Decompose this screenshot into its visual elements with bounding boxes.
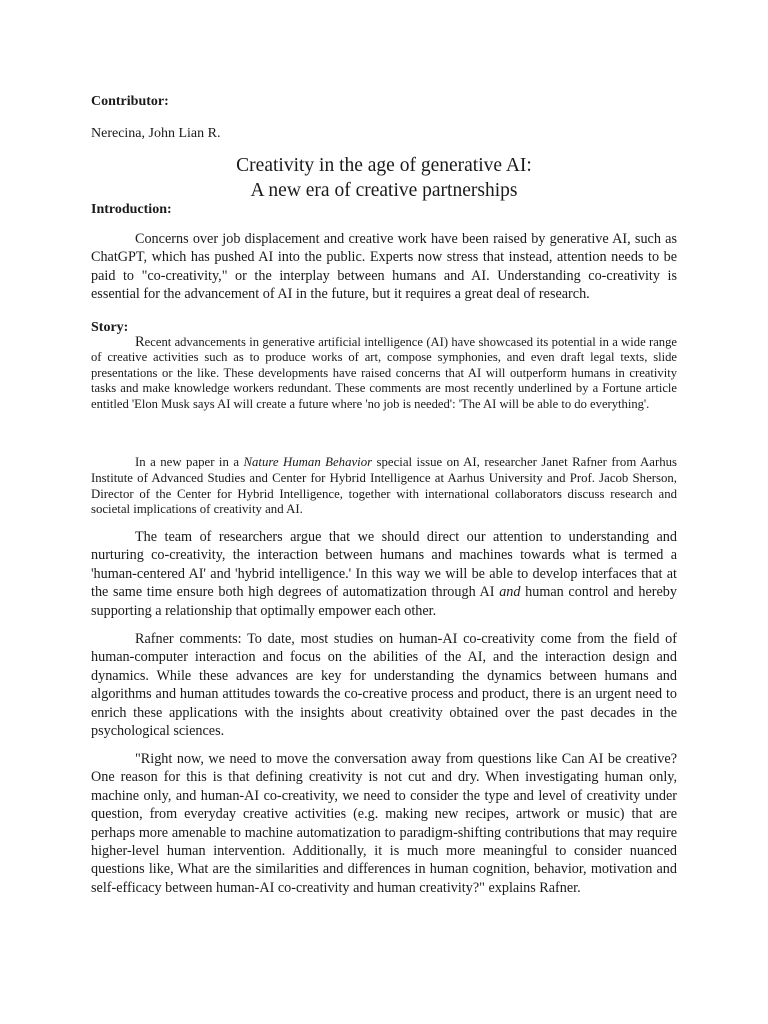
title-line-2: A new era of creative partnerships bbox=[250, 180, 518, 201]
story-paragraph-2 bbox=[91, 455, 677, 518]
story-paragraph-2-end: special issue on AI, researcher Janet Rafner from Aarhus Institute of Advanced Studies and Center for Hybrid Intelligence at Aarhus University and Prof. Jacob Sherson, Director of the Center for Hybrid Intelligence, together with international collaborators discuss research and societal implications of creativity and AI. bbox=[91, 455, 677, 517]
journal-name: Nature Human Behavior bbox=[243, 455, 373, 469]
introduction-paragraph: Concerns over job displacement and creative work have been raised by generative AI, such as ChatGPT, which has pushed AI into the public. Experts now stress that instead, attention needs to be paid to "co-creativity," or the interplay between humans and AI. Understanding co-creativity is essential for the advancement of AI in the future, but it requires a great deal of research. bbox=[91, 231, 677, 303]
story-paragraph-3-start: The team of researchers argue that we should direct our attention to understanding and nurturing co-creativity, the interaction between humans and machines towards what is termed a 'human-centered AI' and 'hybrid intelligence.' In this way we will be able to develop interfaces that at the same time ensure both high degrees of automatization through AI bbox=[91, 529, 677, 601]
contributor-label: Contributor: bbox=[91, 94, 169, 109]
story-paragraph-1 bbox=[91, 335, 677, 412]
emphasis-and: and bbox=[499, 584, 521, 601]
story-paragraph-2-start: In a new paper in a bbox=[135, 455, 244, 469]
story-paragraph-4: Rafner comments: To date, most studies on human-AI co-creativity come from the field of human-computer interaction and focus on the abilities of the AI, and the interaction design and dynamics. While these advances are key for understanding the dynamics between humans and algorithms and human attitudes towards the co-creative process and product, there is an urgent need to enrich these applications with the insights about creativity obtained over the past decades in the psychological sciences. bbox=[91, 631, 677, 740]
story-paragraph-3 bbox=[91, 528, 677, 620]
story-paragraph-1-text: ecent advancements in generative artificial intelligence (AI) have showcased its potential in a wide range of creative activities such as to produce works of art, compose symphonies, and even draft legal texts, slide presentations or the like. These developments have raised concerns that AI will outperform humans in creativity tasks and make knowledge workers redundant. These comments are most recently underlined by a Fortune article entitled 'Elon Musk says AI will create a future where 'no job is needed': 'The AI will be able to do everything'. bbox=[91, 335, 677, 411]
story-paragraph-3-end: human control and hereby supporting a relationship that optimally empower each other. bbox=[91, 584, 677, 619]
document-title bbox=[91, 153, 677, 203]
author-name: Nerecina, John Lian R. bbox=[91, 126, 221, 141]
story-paragraph-1-initial: R bbox=[135, 334, 145, 350]
introduction-label: Introduction: bbox=[91, 202, 172, 217]
title-line-1: Creativity in the age of generative AI: bbox=[236, 155, 532, 176]
story-paragraph-5: "Right now, we need to move the conversation away from questions like Can AI be creative? One reason for this is that defining creativity is not cut and dry. When investigating human only, machine only, and human-AI co-creativity, we need to consider the type and level of creativity under question, from everyday creative activities (e.g. making new recipes, artwork or music) that are perhaps more amenable to machine automatization to paradigm-shifting contributions that may require higher-level human intervention. Additionally, it is much more meaningful to consider nuanced questions like, What are the similarities and differences in human cognition, behavior, motivation and self-efficacy between human-AI co-creativity and human creativity?" explains Rafner. bbox=[91, 751, 677, 896]
story-label: Story: bbox=[91, 320, 129, 335]
